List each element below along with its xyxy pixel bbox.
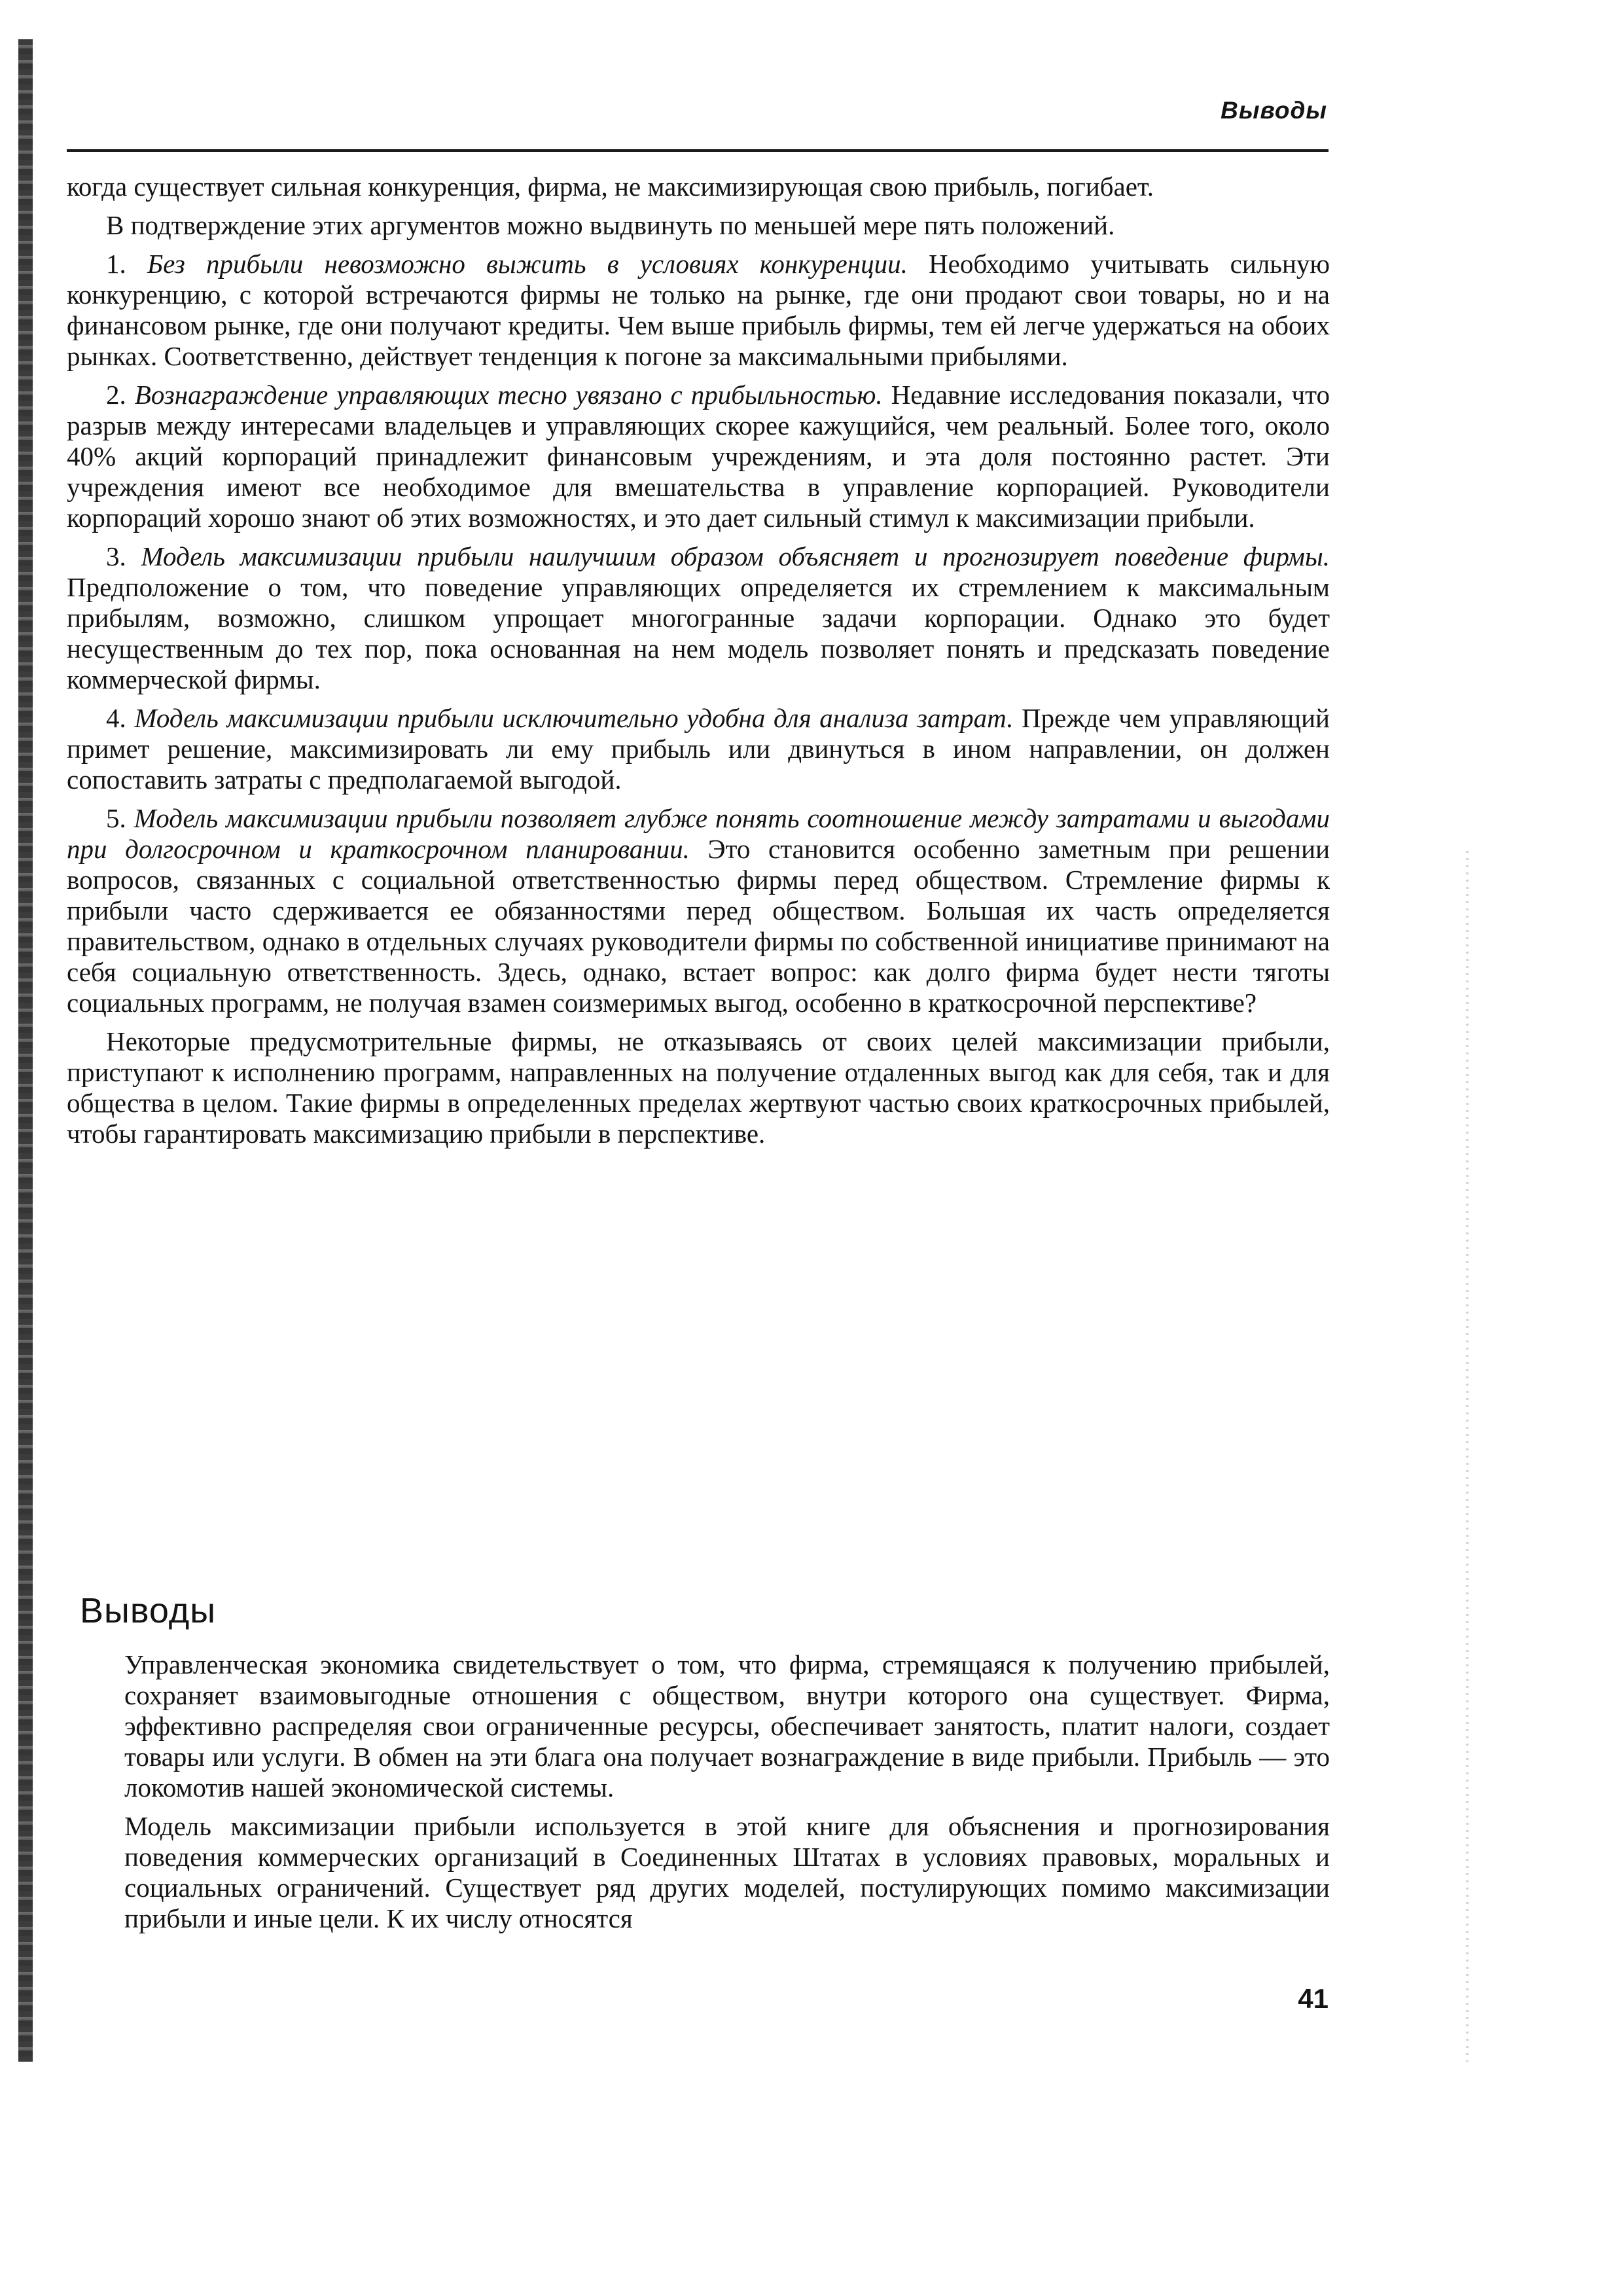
point-text: Предположение о том, что поведение управляющих определяется их стремлением к максимальным прибылям, возможно, слишком упрощает многогранные задачи корпорации. Однако это будет несущественным до тех пор, пока основанная на нем модель позволяет понять и предсказать поведение коммерческой фирмы. <box>67 572 1330 694</box>
conclusion-text <box>124 1649 1330 1942</box>
scan-left-edge-shadow <box>18 39 33 2062</box>
page-number: 41 <box>1298 1983 1329 2014</box>
point-2 <box>67 380 1330 533</box>
conclusion-paragraph-1: Управленческая экономика свидетельствует о том, что фирма, стремящаяся к получению прибылей, сохраняет взаимовыгодные отношения с обществом, внутри которого она существует. Фирма, эффективно распределяя свои ограниченные ресурсы, обеспечивает занятость, платит налоги, создает товары или услуги. В обмен на эти блага она получает вознаграждение в виде прибыли. Прибыль — это локомотив нашей экономической системы. <box>124 1649 1330 1803</box>
point-number: 5. <box>106 803 126 833</box>
closing-paragraph: Некоторые предусмотрительные фирмы, не отказываясь от своих целей максимизации прибыли, приступают к исполнению программ, направленных на получение отдаленных выгод как для себя, так и для общества в целом. Такие фирмы в определенных пределах жертвуют частью своих краткосрочных прибылей, чтобы гарантировать максимизацию прибыли в перспективе. <box>67 1026 1330 1149</box>
point-text: Прежде чем управляющий примет решение, максимизировать ли ему прибыль или двинуться в ином направлении, он должен сопоставить затраты с предполагаемой выгодой. <box>67 703 1330 795</box>
scan-right-edge-shadow <box>1466 851 1469 2062</box>
point-text: Это становится особенно заметным при решении вопросов, связанных с социальной ответственностью фирмы перед обществом. Стремление фирмы к прибыли часто сдерживается ее обязанностями перед обществом. Большая их часть определяется правительством, однако в отдельных случаях руководители фирмы по собственной инициативе принимают на себя социальную ответственность. Здесь, однако, встает вопрос: как долго фирма будет нести тяготы социальных программ, не получая взамен соизмеримых выгод, особенно в краткосрочной перспективе? <box>67 834 1330 1018</box>
point-5 <box>67 803 1330 1018</box>
running-head: Выводы <box>1221 97 1327 124</box>
point-number: 2. <box>106 380 126 410</box>
point-lead: Модель максимизации прибыли исключительно удобна для анализа затрат. <box>134 703 1014 733</box>
conclusion-paragraph-2: Модель максимизации прибыли используется в этой книге для объяснения и прогнозирования поведения коммерческих организаций в Соединенных Штатах в условиях правовых, моральных и социальных ограничений. Существует ряд других моделей, постулирующих помимо максимизации прибыли и иные цели. К их числу относятся <box>124 1811 1330 1933</box>
intro-paragraph-2: В подтверждение этих аргументов можно выдвинуть по меньшей мере пять положений. <box>106 210 1115 240</box>
main-body-text <box>67 171 1330 1157</box>
point-lead: Модель максимизации прибыли позволяет глубже понять соотношение между затратами и выгодами при долгосрочном и краткосрочном планировании. <box>67 803 1330 864</box>
point-text: Необходимо учитывать сильную конкуренцию, с которой встречаются фирмы не только на рынке, где они продают свои товары, но и на финансовом рынке, где они получают кредиты. Чем выше прибыль фирмы, тем ей легче удержаться на обоих рынках. Соответственно, действует тенденция к погоне за максимальными прибылями. <box>67 249 1330 371</box>
section-heading: Выводы <box>80 1590 217 1630</box>
point-lead: Модель максимизации прибыли наилучшим образом объясняет и прогнозирует поведение фирмы. <box>141 541 1330 571</box>
header-rule <box>67 149 1329 152</box>
point-number: 3. <box>106 541 126 571</box>
point-text: Недавние исследования показали, что разрыв между интересами владельцев и управляющих скорее кажущийся, чем реальный. Более того, около 40% акций корпораций принадлежит финансовым учреждениям, и эта доля постоянно растет. Эти учреждения имеют все необходимое для вмешательства в управление корпорацией. Руководители корпораций хорошо знают об этих возможностях, и это дает сильный стимул к максимизации прибыли. <box>67 380 1330 533</box>
point-3 <box>67 541 1330 695</box>
point-4 <box>67 703 1330 795</box>
point-lead: Вознаграждение управляющих тесно увязано с прибыльностью. <box>134 380 883 410</box>
intro-paragraph-1: когда существует сильная конкуренция, фирма, не максимизирующая свою прибыль, погибает. <box>67 171 1154 202</box>
point-1 <box>67 249 1330 372</box>
point-number: 1. <box>106 249 126 279</box>
point-lead: Без прибыли невозможно выжить в условиях конкуренции. <box>147 249 908 279</box>
point-number: 4. <box>106 703 126 733</box>
